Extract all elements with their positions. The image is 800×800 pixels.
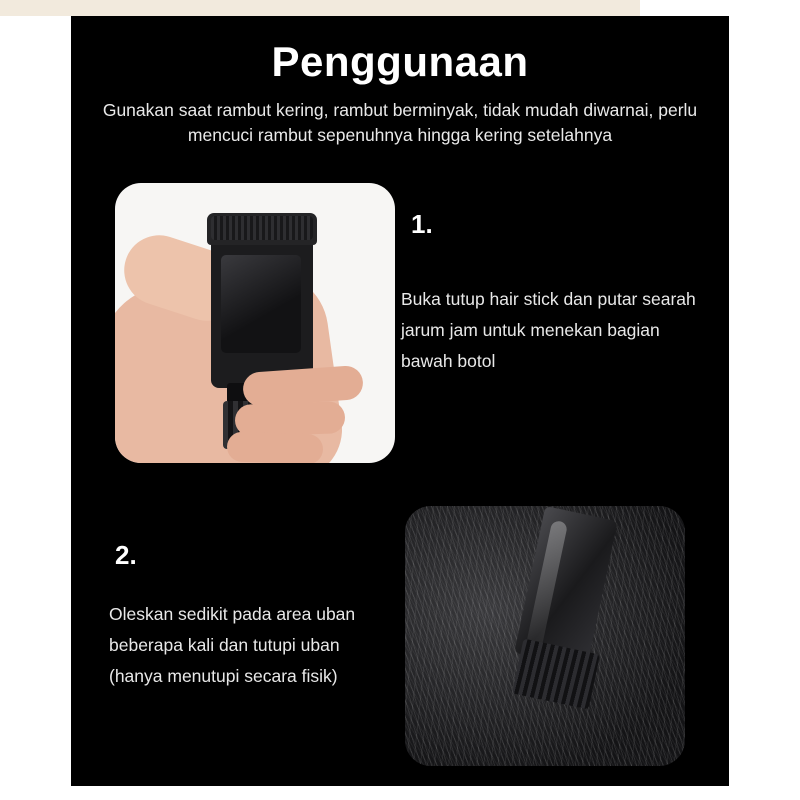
page-subtitle: Gunakan saat rambut kering, rambut berminyak, tidak mudah diwarnai, perlu mencuci rambut sepenuhnya hingga kering setelahnya bbox=[102, 100, 698, 145]
step-1-text: Buka tutup hair stick dan putar searah jarum jam untuk menekan bagian bawah botol bbox=[401, 289, 696, 371]
finger-shape bbox=[227, 431, 324, 463]
right-white-margin bbox=[729, 16, 800, 786]
left-white-margin bbox=[0, 16, 71, 786]
black-content-panel bbox=[71, 16, 729, 786]
top-right-white-strip bbox=[640, 0, 800, 16]
step-1-number: 1. bbox=[411, 209, 433, 239]
step-2-number: 2. bbox=[115, 540, 137, 570]
bottom-white-margin bbox=[0, 786, 800, 800]
hair-stick-on-hair-photo bbox=[405, 506, 685, 766]
hand-holding-hair-stick-photo bbox=[115, 183, 395, 463]
finger-shape bbox=[242, 365, 364, 407]
hair-stick-window bbox=[221, 255, 301, 353]
hair-stick-cap-ridges bbox=[211, 216, 313, 240]
step-2-text: Oleskan sedikit pada area uban beberapa kali dan tutupi uban (hanya menutupi secara fisik) bbox=[109, 604, 356, 686]
page-title: Penggunaan bbox=[271, 38, 529, 85]
